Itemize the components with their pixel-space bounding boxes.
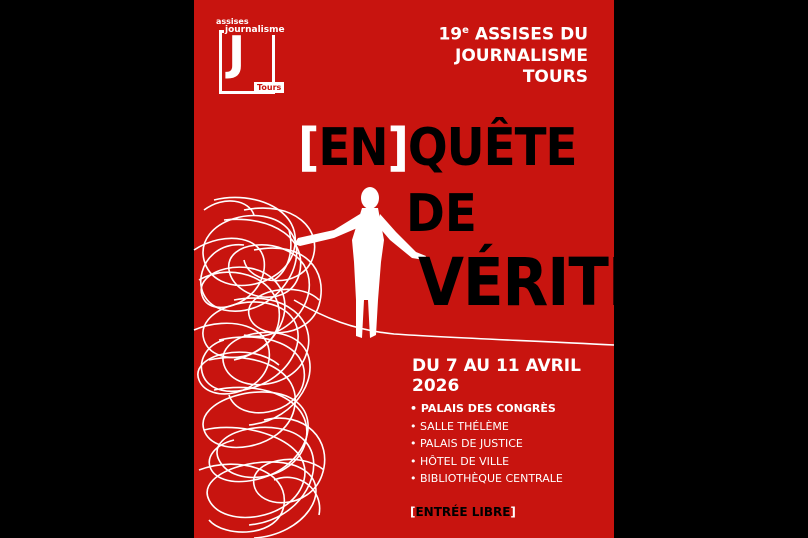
logo-tag: Tours bbox=[254, 82, 284, 93]
rope-scribble bbox=[194, 197, 325, 538]
free-entry-label: [ENTRÉE LIBRE] bbox=[410, 505, 516, 519]
venue-item: • PALAIS DE JUSTICE bbox=[410, 435, 563, 453]
logo-text-assises: assises bbox=[216, 17, 249, 26]
logo-assises-journalisme bbox=[216, 18, 286, 96]
event-title-line1: 19e ASSISES DU bbox=[438, 24, 588, 45]
headline-word-de: DE bbox=[406, 184, 477, 244]
venue-list bbox=[410, 400, 563, 488]
venue-item: • HÔTEL DE VILLE bbox=[410, 453, 563, 471]
headline-word-verite: VÉRITÉ bbox=[418, 244, 648, 321]
poster bbox=[194, 0, 648, 538]
logo-text-journalisme: journalisme bbox=[225, 25, 285, 35]
event-title bbox=[438, 20, 588, 88]
event-title-line3: TOURS bbox=[522, 66, 588, 87]
headline-word-enquete: [EN]QUÊTE bbox=[298, 118, 577, 178]
logo-letter: J bbox=[228, 26, 246, 80]
venue-item: • PALAIS DES CONGRÈS bbox=[410, 400, 563, 418]
venue-item: • BIBLIOTHÈQUE CENTRALE bbox=[410, 470, 563, 488]
event-title-line2: JOURNALISME bbox=[455, 45, 588, 66]
venue-item: • SALLE THÉLÈME bbox=[410, 418, 563, 436]
event-dates: DU 7 AU 11 AVRIL 2026 bbox=[412, 356, 581, 396]
